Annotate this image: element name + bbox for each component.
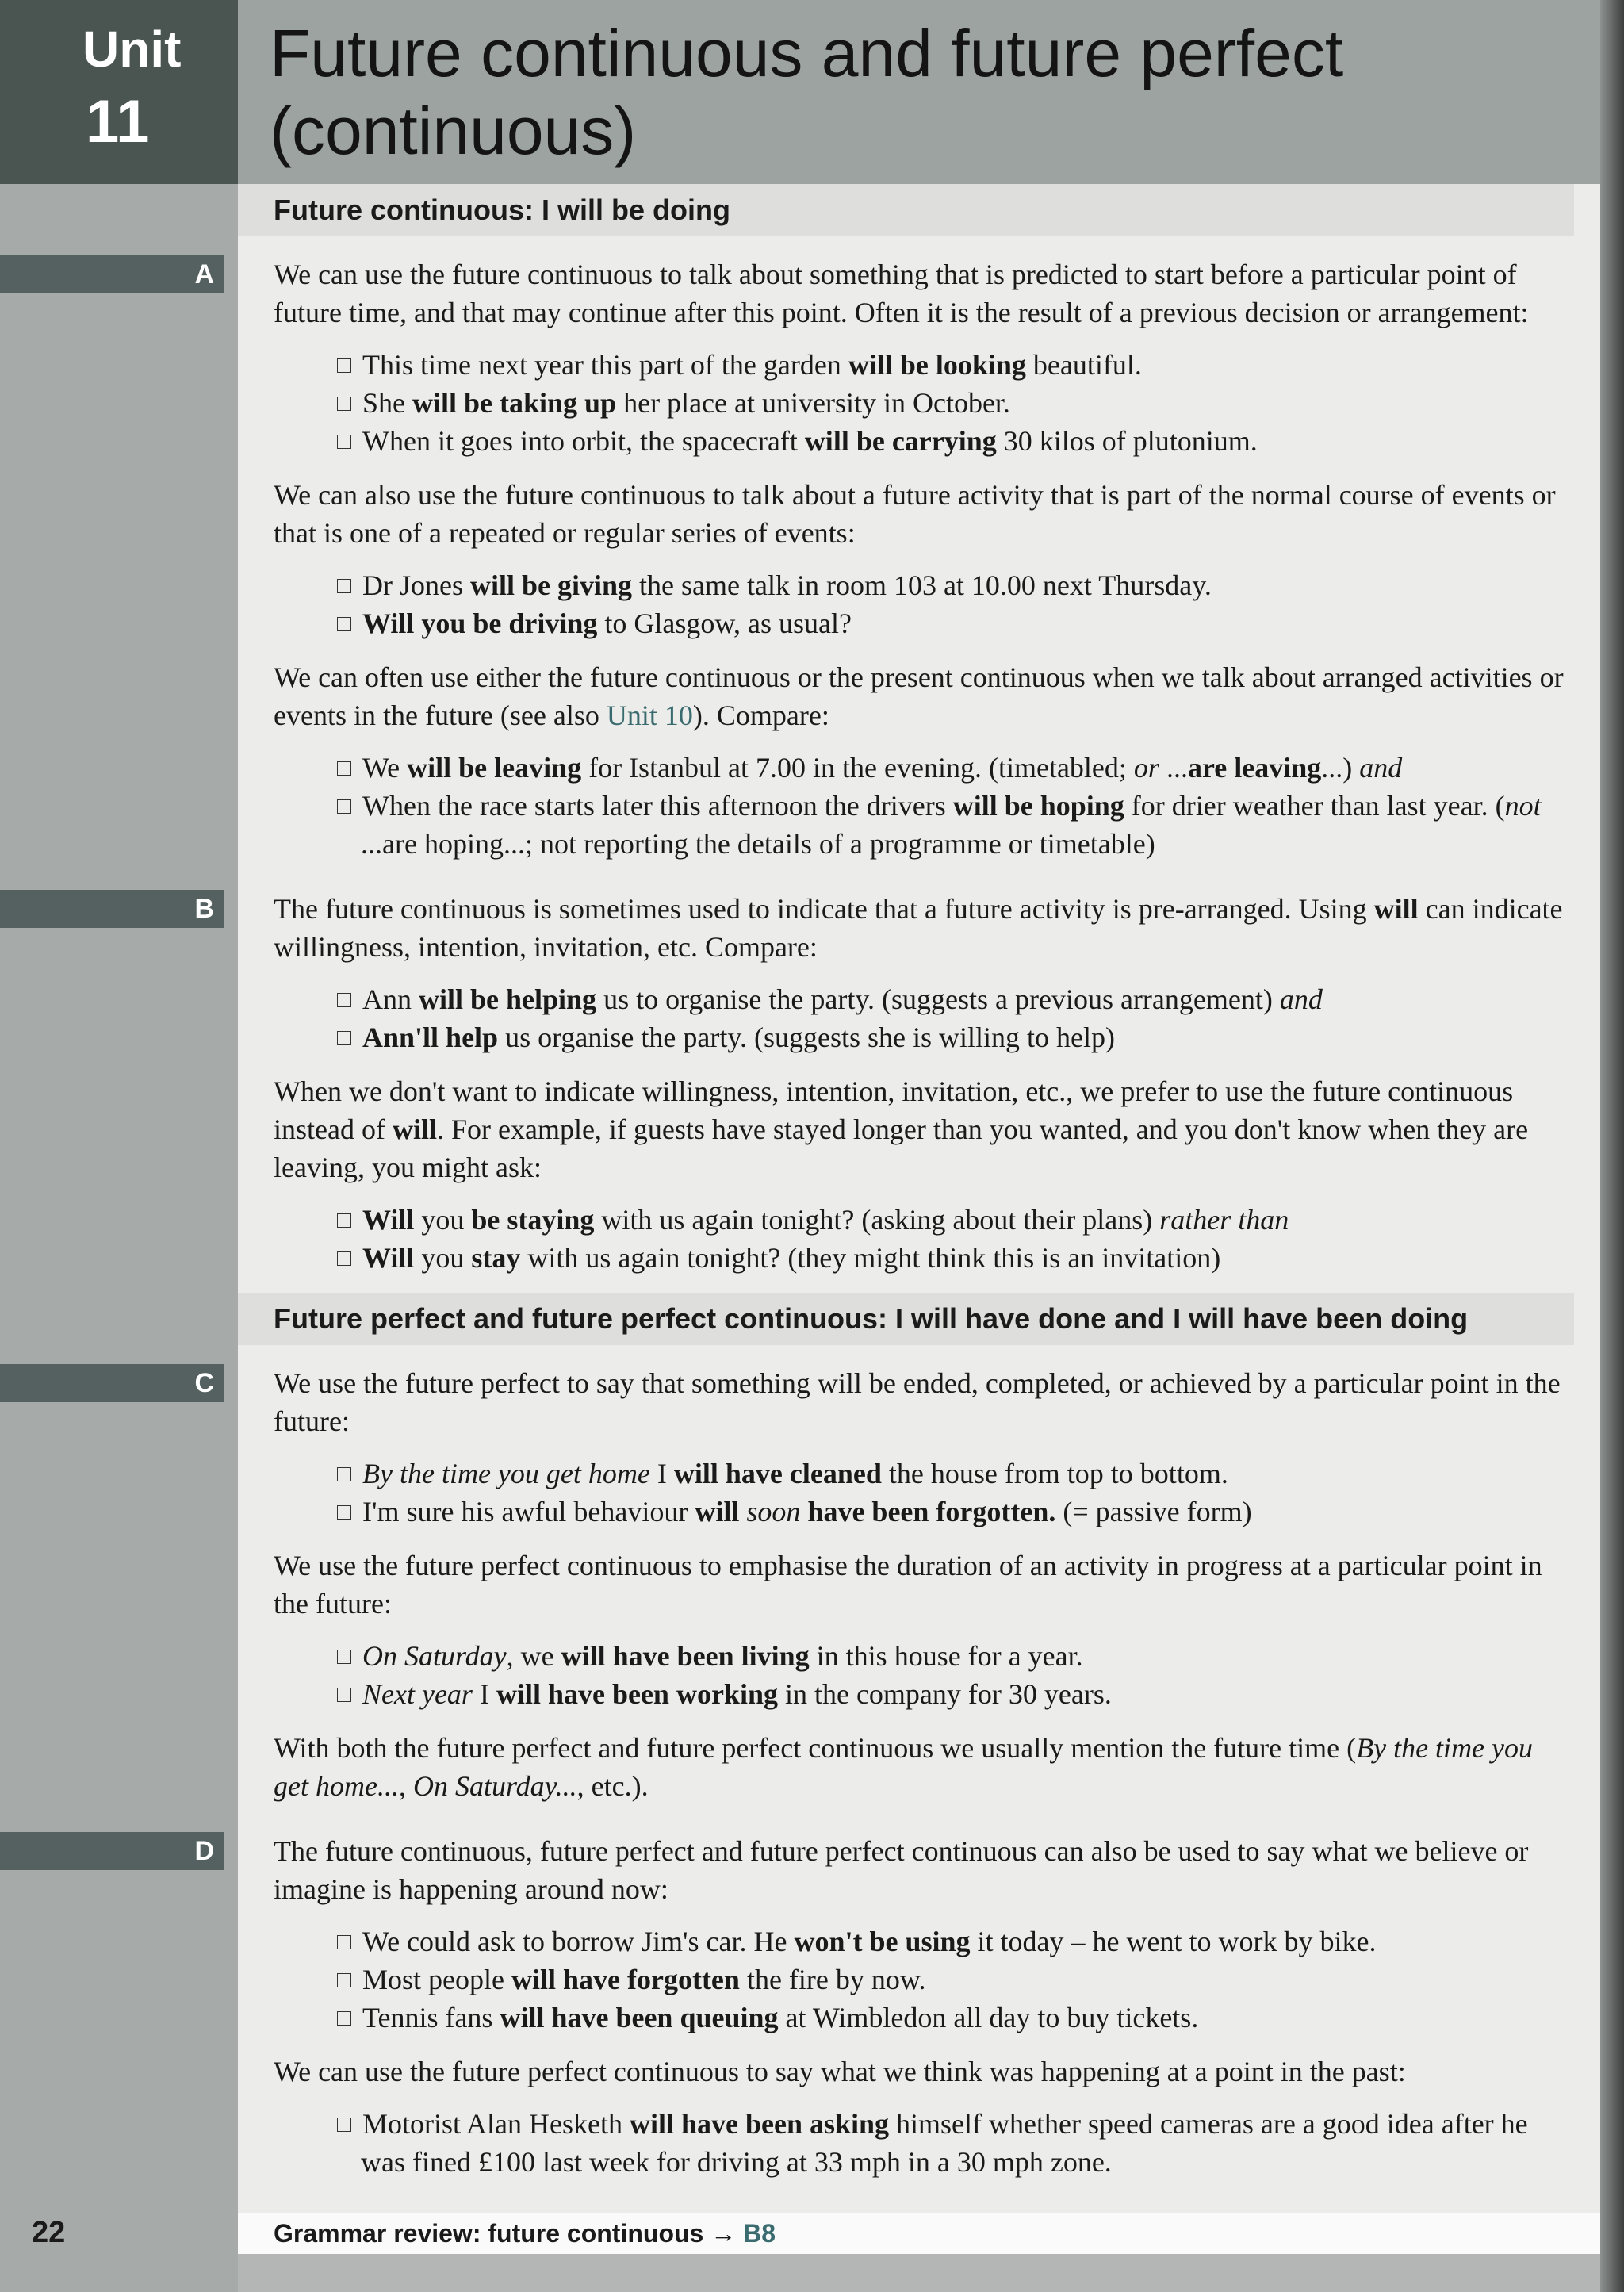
- checkbox-bullet-icon: [337, 1213, 351, 1228]
- paragraph: We can use the future continuous to talk about something that is predicted to start before a particular point of future time, and that may continue after this point. Often it is the result of a previous decision or arrangement:: [274, 259, 1529, 328]
- example-item: When the race starts later this afternoon the drivers will be hoping for drier weather than last year. (not ...are hoping...; not reporting the details of a programme or timetable): [274, 787, 1574, 863]
- section-heading-future-continuous: Future continuous: I will be doing: [238, 184, 1574, 236]
- checkbox-bullet-icon: [337, 1650, 351, 1664]
- checkbox-bullet-icon: [337, 2011, 351, 2026]
- example-item: Will you be staying with us again tonight? (asking about their plans) rather than: [274, 1201, 1574, 1239]
- section-b: [194, 890, 1574, 1277]
- page-number: 22: [32, 2216, 66, 2249]
- footer-bar: [238, 2213, 1600, 2254]
- section-heading-future-perfect: Future perfect and future perfect continuous: I will have done and I will have been doing: [238, 1293, 1574, 1345]
- checkbox-bullet-icon: [337, 435, 351, 449]
- grammar-review-reference: Grammar review: future continuous → B8: [274, 2219, 776, 2248]
- section-tab-b: B: [0, 890, 224, 928]
- example-item: By the time you get home I will have cleaned the house from top to bottom.: [274, 1455, 1574, 1493]
- section-tab-d: D: [0, 1832, 224, 1870]
- example-item: On Saturday, we will have been living in this house for a year.: [274, 1637, 1574, 1675]
- paragraph: We can use the future perfect continuous to say what we think was happening at a point in the past:: [274, 2056, 1406, 2087]
- checkbox-bullet-icon: [337, 993, 351, 1007]
- example-item: Next year I will have been working in the company for 30 years.: [274, 1675, 1574, 1713]
- example-item: Ann will be helping us to organise the party. (suggests a previous arrangement) and: [274, 980, 1574, 1018]
- paragraph: With both the future perfect and future perfect continuous we usually mention the future time (By the time you get home..., On Saturday..., etc.).: [274, 1732, 1534, 1802]
- checkbox-bullet-icon: [337, 617, 351, 631]
- checkbox-bullet-icon: [337, 2118, 351, 2132]
- content-area: [194, 184, 1600, 2254]
- checkbox-bullet-icon: [337, 397, 351, 411]
- page-title: Future continuous and future perfect (continuous): [270, 16, 1344, 168]
- checkbox-bullet-icon: [337, 1251, 351, 1266]
- unit-link[interactable]: Unit 10: [606, 699, 693, 731]
- checkbox-bullet-icon: [337, 1935, 351, 1949]
- left-margin-column: [0, 0, 238, 2292]
- checkbox-bullet-icon: [337, 1031, 351, 1045]
- example-item: When it goes into orbit, the spacecraft will be carrying 30 kilos of plutonium.: [274, 422, 1574, 460]
- paragraph: The future continuous is sometimes used to indicate that a future activity is pre-arranged. Using will can indicate willingness, intention, invitation, etc. Compare:: [274, 893, 1563, 963]
- example-item: Motorist Alan Hesketh will have been asking himself whether speed cameras are a good idea after he was fined £100 last week for driving at 33 mph in a 30 mph zone.: [274, 2105, 1574, 2181]
- section-a: [194, 255, 1574, 863]
- unit-label: Unit: [82, 21, 182, 78]
- paragraph: When we don't want to indicate willingness, intention, invitation, etc., we prefer to use the future continuous instead of will. For example, if guests have stayed longer than you wanted, and you don't know when they are leaving, you might ask:: [274, 1075, 1529, 1183]
- section-tab-c: C: [0, 1364, 224, 1402]
- section-d: [194, 1832, 1574, 2181]
- example-item: Dr Jones will be giving the same talk in room 103 at 10.00 next Thursday.: [274, 566, 1574, 604]
- paragraph: We can often use either the future continuous or the present continuous when we talk about arranged activities or events in the future (see also Unit 10). Compare:: [274, 661, 1564, 731]
- unit-number: 11: [86, 88, 150, 155]
- example-item: Will you stay with us again tonight? (they might think this is an invitation): [274, 1239, 1574, 1277]
- paragraph: The future continuous, future perfect and future perfect continuous can also be used to say what we believe or imagine is happening around now:: [274, 1835, 1529, 1905]
- example-item: Tennis fans will have been queuing at Wimbledon all day to buy tickets.: [274, 1999, 1574, 2037]
- checkbox-bullet-icon: [337, 1688, 351, 1702]
- example-item: Most people will have forgotten the fire by now.: [274, 1960, 1574, 1999]
- section-c: [194, 1364, 1574, 1805]
- checkbox-bullet-icon: [337, 1505, 351, 1520]
- checkbox-bullet-icon: [337, 799, 351, 814]
- paragraph: We use the future perfect to say that something will be ended, completed, or achieved by a particular point in the future:: [274, 1367, 1561, 1437]
- example-item: I'm sure his awful behaviour will soon have been forgotten. (= passive form): [274, 1493, 1574, 1531]
- checkbox-bullet-icon: [337, 1973, 351, 1987]
- checkbox-bullet-icon: [337, 761, 351, 776]
- example-item: She will be taking up her place at university in October.: [274, 384, 1574, 422]
- paragraph: We can also use the future continuous to talk about a future activity that is part of the normal course of events or that is one of a repeated or regular series of events:: [274, 479, 1556, 549]
- section-tab-a: A: [0, 255, 224, 293]
- example-item: This time next year this part of the garden will be looking beautiful.: [274, 346, 1574, 384]
- example-item: Will you be driving to Glasgow, as usual?: [274, 604, 1574, 642]
- paragraph: We use the future perfect continuous to emphasise the duration of an activity in progress at a particular point in the future:: [274, 1550, 1542, 1619]
- example-item: We could ask to borrow Jim's car. He won't be using it today – he went to work by bike.: [274, 1922, 1574, 1960]
- example-item: Ann'll help us organise the party. (suggests she is willing to help): [274, 1018, 1574, 1056]
- example-item: We will be leaving for Istanbul at 7.00 in the evening. (timetabled; or ...are leaving...) and: [274, 749, 1574, 787]
- page-edge-shadow: [1600, 0, 1624, 2292]
- checkbox-bullet-icon: [337, 358, 351, 373]
- grammar-review-link[interactable]: B8: [743, 2219, 776, 2248]
- checkbox-bullet-icon: [337, 579, 351, 593]
- checkbox-bullet-icon: [337, 1467, 351, 1481]
